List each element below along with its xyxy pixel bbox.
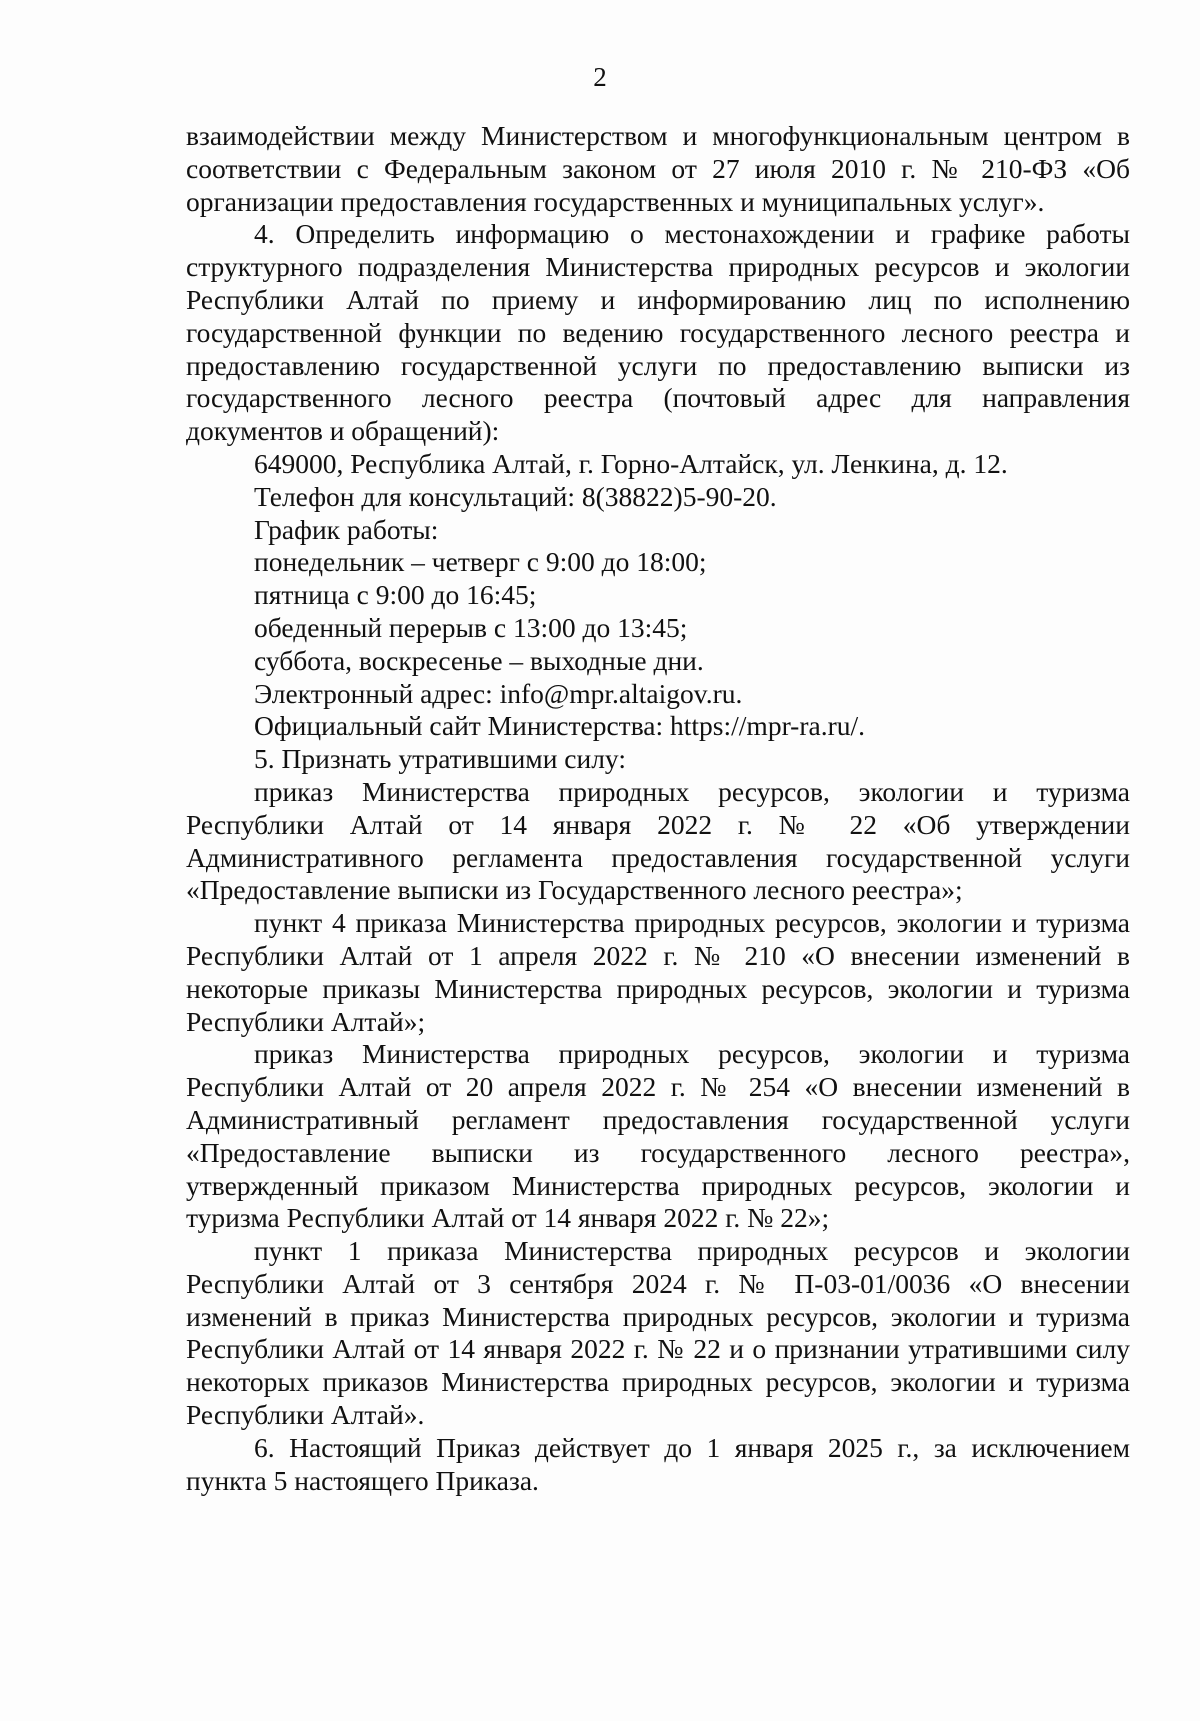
schedule-friday: пятница с 9:00 до 16:45; [254,579,537,611]
paragraph-item-6: 6. Настоящий Приказ действует до 1 января 2025 г., за исключением пункта 5 настоящего Приказа. [186,1431,1130,1496]
repealed-order-1: приказ Министерства природных ресурсов, экологии и туризма Республики Алтай от 14 января 2022 г. № 22 «Об утверждении Административного регламента предоставления государственной услуги «Предоставление выписки из Государственного лесного реестра»; [186,775,1130,906]
email-address: Электронный адрес: info@mpr.altaigov.ru. [254,677,743,709]
document-body [186,120,1130,1497]
repealed-order-3: приказ Министерства природных ресурсов, экологии и туризма Республики Алтай от 20 апреля 2022 г. № 254 «О внесении изменений в Административный регламент предоставления государственной услуги «Предоставление выписки из государственного лесного реестра», утвержденный приказом Министерства природных ресурсов, экологии и туризма Республики Алтай от 14 января 2022 г. № 22»; [186,1038,1130,1234]
page-number: 2 [593,62,607,92]
schedule-lunch: обеденный перерыв с 13:00 до 13:45; [254,611,688,643]
postal-address: 649000, Республика Алтай, г. Горно-Алтайск, ул. Ленкина, д. 12. [254,447,1008,479]
repealed-order-4: пункт 1 приказа Министерства природных ресурсов и экологии Республики Алтай от 3 сентября 2024 г. № П-03-01/0036 «О внесении изменений в приказ Министерства природных ресурсов, экологии и туризма Республики Алтай от 14 января 2022 г. № 22 и о признании утратившими силу некоторых приказов Министерства природных ресурсов, экологии и туризма Республики Алтай». [186,1235,1130,1431]
consultation-phone: Телефон для консультаций: 8(38822)5-90-20. [254,480,777,512]
schedule-mon-thu: понедельник – четверг с 9:00 до 18:00; [254,546,707,578]
repealed-order-2: пункт 4 приказа Министерства природных ресурсов, экологии и туризма Республики Алтай от 1 апреля 2022 г. № 210 «О внесении изменений в некоторые приказы Министерства природных ресурсов, экологии и туризма Республики Алтай»; [186,907,1130,1037]
schedule-heading: График работы: [254,513,439,545]
paragraph-item-4: 4. Определить информацию о местонахождении и графике работы структурного подразделения Министерства природных ресурсов и экологии Республики Алтай по приему и информированию лиц по исполнению государственной функции по ведению государственного лесного реестра и предоставлению государственной услуги по предоставлению выписки из государственного лесного реестра (почтовый адрес для направления документов и обращений): [186,218,1130,447]
paragraph-item-5-heading: 5. Признать утратившими силу: [254,743,626,775]
schedule-weekend: суббота, воскресенье – выходные дни. [254,644,704,676]
paragraph-intro-continuation: взаимодействии между Министерством и многофункциональным центром в соответствии с Федеральным законом от 27 июля 2010 г. № 210-ФЗ «Об организации предоставления государственных и муниципальных услуг». [186,120,1130,217]
official-website: Официальный сайт Министерства: https://mpr-ra.ru/. [254,710,866,742]
